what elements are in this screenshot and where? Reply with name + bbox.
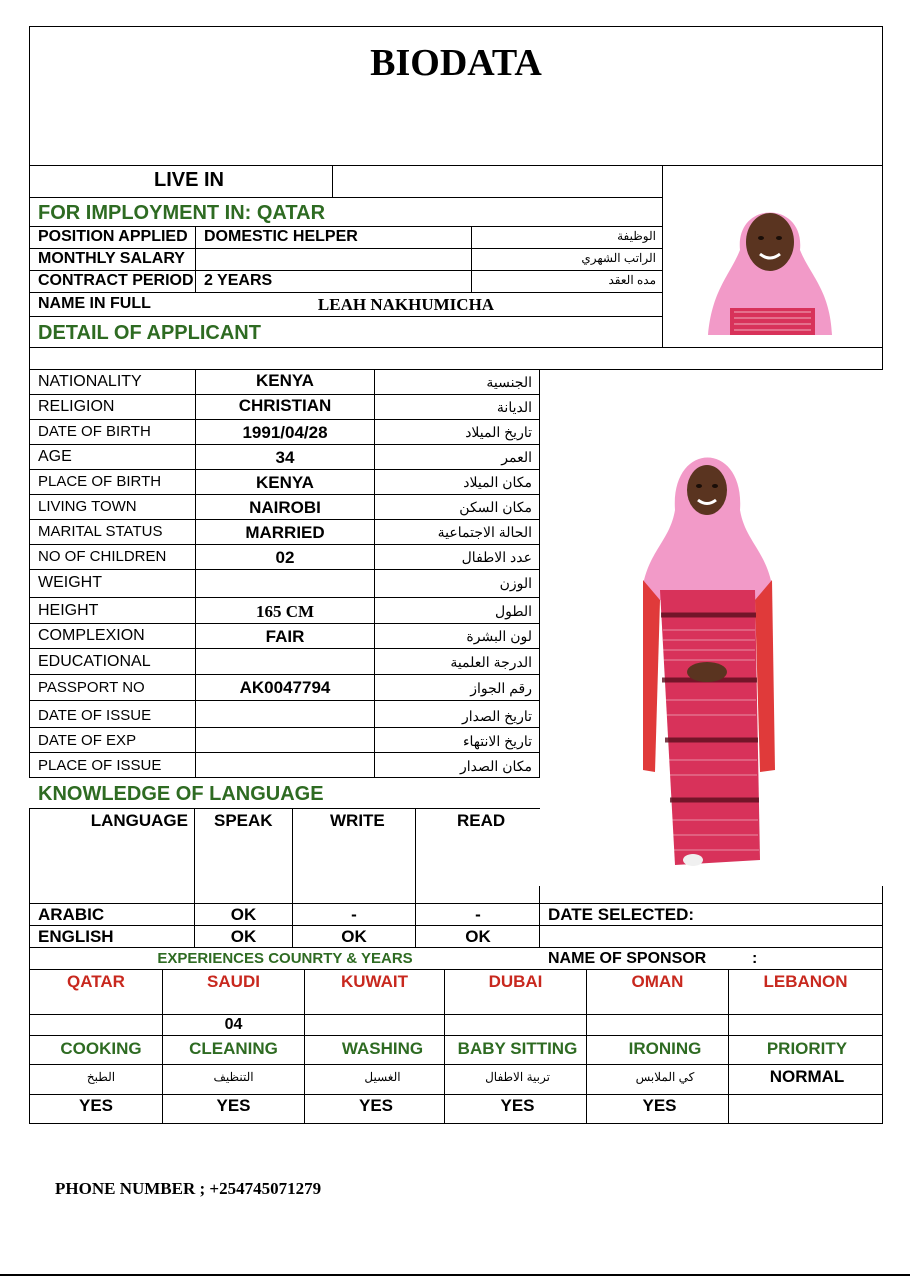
sponsor-colon: : <box>752 950 758 967</box>
job-label: POSITION APPLIED <box>38 228 188 245</box>
detail-label: PLACE OF BIRTH <box>38 473 162 490</box>
skill-label: COOKING <box>60 1039 142 1058</box>
skill-answer: YES <box>358 1096 394 1115</box>
detail-arabic: الحالة الاجتماعية <box>437 524 532 540</box>
detail-arabic: الجنسية <box>486 374 532 390</box>
detail-arabic: تاريخ الانتهاء <box>462 733 532 749</box>
detail-label: NO OF CHILDREN <box>38 548 167 565</box>
employment-heading: FOR IMPLOYMENT IN: QATAR <box>38 202 326 224</box>
detail-arabic: مكان الصدار <box>460 758 532 774</box>
job-arabic: الوظيفة <box>617 229 656 243</box>
detail-value: 34 <box>275 448 295 467</box>
detail-value: FAIR <box>265 627 305 646</box>
sponsor-label: NAME OF SPONSOR <box>548 950 707 967</box>
country-label: DUBAI <box>488 972 543 991</box>
language-header: LANGUAGE <box>90 811 188 830</box>
detail-arabic: رقم الجواز <box>470 680 532 696</box>
priority-value: NORMAL <box>769 1067 845 1086</box>
skill-answer: YES <box>500 1096 535 1115</box>
detail-value: KENYA <box>256 371 314 390</box>
language-name: ENGLISH <box>38 927 114 946</box>
skill-answer: YES <box>216 1096 251 1115</box>
detail-value: AK0047794 <box>239 678 331 697</box>
detail-arabic: عدد الاطفال <box>461 549 532 565</box>
detail-label: COMPLEXION <box>38 627 145 644</box>
job-value: DOMESTIC HELPER <box>204 228 358 245</box>
date-selected-label: DATE SELECTED: <box>548 905 695 924</box>
detail-arabic: مكان الميلاد <box>463 474 532 490</box>
skill-label: BABY SITTING <box>457 1039 578 1058</box>
detail-value: 02 <box>275 548 295 567</box>
detail-label: MARITAL STATUS <box>38 523 163 540</box>
language-header: WRITE <box>330 811 385 830</box>
detail-label: DATE OF ISSUE <box>38 707 152 724</box>
detail-arabic: الدرجة العلمية <box>450 654 532 670</box>
live-in-label: LIVE IN <box>153 169 224 191</box>
detail-label: PLACE OF ISSUE <box>38 757 162 774</box>
detail-heading: DETAIL OF APPLICANT <box>38 322 261 344</box>
detail-arabic: لون البشرة <box>466 628 532 644</box>
document-title: BIODATA <box>370 42 542 84</box>
language-read: - <box>475 905 481 924</box>
detail-value: MARRIED <box>245 523 325 542</box>
applicant-photo-small <box>690 180 850 340</box>
language-write: OK <box>341 927 367 946</box>
job-arabic: مده العقد <box>608 273 656 287</box>
job-value: 2 YEARS <box>204 272 273 289</box>
detail-label: HEIGHT <box>38 602 99 619</box>
detail-arabic: العمر <box>501 449 532 465</box>
detail-value: 1991/04/28 <box>242 423 328 442</box>
language-speak: OK <box>230 905 257 924</box>
detail-label: PASSPORT NO <box>38 679 145 696</box>
phone-number: PHONE NUMBER ; +254745071279 <box>55 1179 322 1198</box>
name-label: NAME IN FULL <box>38 295 151 312</box>
skill-label: WASHING <box>341 1039 424 1058</box>
applicant-photo-full <box>635 440 780 880</box>
detail-value: KENYA <box>256 473 314 492</box>
country-years: 04 <box>224 1016 243 1033</box>
detail-value: CHRISTIAN <box>238 396 332 415</box>
detail-label: DATE OF BIRTH <box>38 423 151 440</box>
detail-label: WEIGHT <box>38 574 102 591</box>
language-write: - <box>351 905 357 924</box>
detail-arabic: مكان السكن <box>459 499 532 515</box>
skill-arabic: كي الملابس <box>635 1070 695 1084</box>
skill-arabic: الغسيل <box>364 1070 401 1084</box>
detail-arabic: الديانة <box>496 399 532 415</box>
detail-arabic: الطول <box>494 603 532 619</box>
country-label: LEBANON <box>763 972 848 991</box>
detail-arabic: تاريخ الميلاد <box>465 424 532 440</box>
skill-arabic: التنظيف <box>213 1070 254 1084</box>
full-name-value: LEAH NAKHUMICHA <box>317 295 495 314</box>
detail-value: 165 CM <box>255 602 315 621</box>
skill-answer: YES <box>642 1096 677 1115</box>
detail-label: RELIGION <box>38 398 115 415</box>
job-label: MONTHLY SALARY <box>38 250 185 267</box>
language-read: OK <box>465 927 491 946</box>
language-heading: KNOWLEDGE OF LANGUAGE <box>38 783 324 805</box>
detail-value: NAIROBI <box>249 498 321 517</box>
skill-arabic: تربية الاطفال <box>485 1070 550 1084</box>
job-label: CONTRACT PERIOD <box>38 272 194 289</box>
detail-label: EDUCATIONAL <box>38 653 151 670</box>
language-header: SPEAK <box>214 811 273 830</box>
skill-answer: YES <box>78 1096 114 1115</box>
country-label: SAUDI <box>207 972 260 991</box>
bottom-rule <box>0 1274 910 1276</box>
experience-heading: EXPERIENCES COUNRTY & YEARS <box>157 950 413 967</box>
detail-label: NATIONALITY <box>38 373 142 390</box>
country-label: OMAN <box>631 972 684 991</box>
language-speak: OK <box>230 927 257 946</box>
skill-arabic: الطبخ <box>86 1070 116 1084</box>
detail-label: LIVING TOWN <box>38 498 137 515</box>
country-label: QATAR <box>67 972 125 991</box>
detail-arabic: تاريخ الصدار <box>461 708 532 724</box>
detail-label: DATE OF EXP <box>38 732 137 749</box>
country-label: KUWAIT <box>340 972 409 991</box>
job-arabic: الراتب الشهري <box>581 251 656 265</box>
skill-label: IRONING <box>628 1039 702 1058</box>
skill-label: PRIORITY <box>766 1039 848 1058</box>
language-name: ARABIC <box>38 905 105 924</box>
detail-label: AGE <box>38 448 72 465</box>
language-header: READ <box>457 811 506 830</box>
detail-arabic: الوزن <box>499 575 532 591</box>
skill-label: CLEANING <box>189 1039 278 1058</box>
